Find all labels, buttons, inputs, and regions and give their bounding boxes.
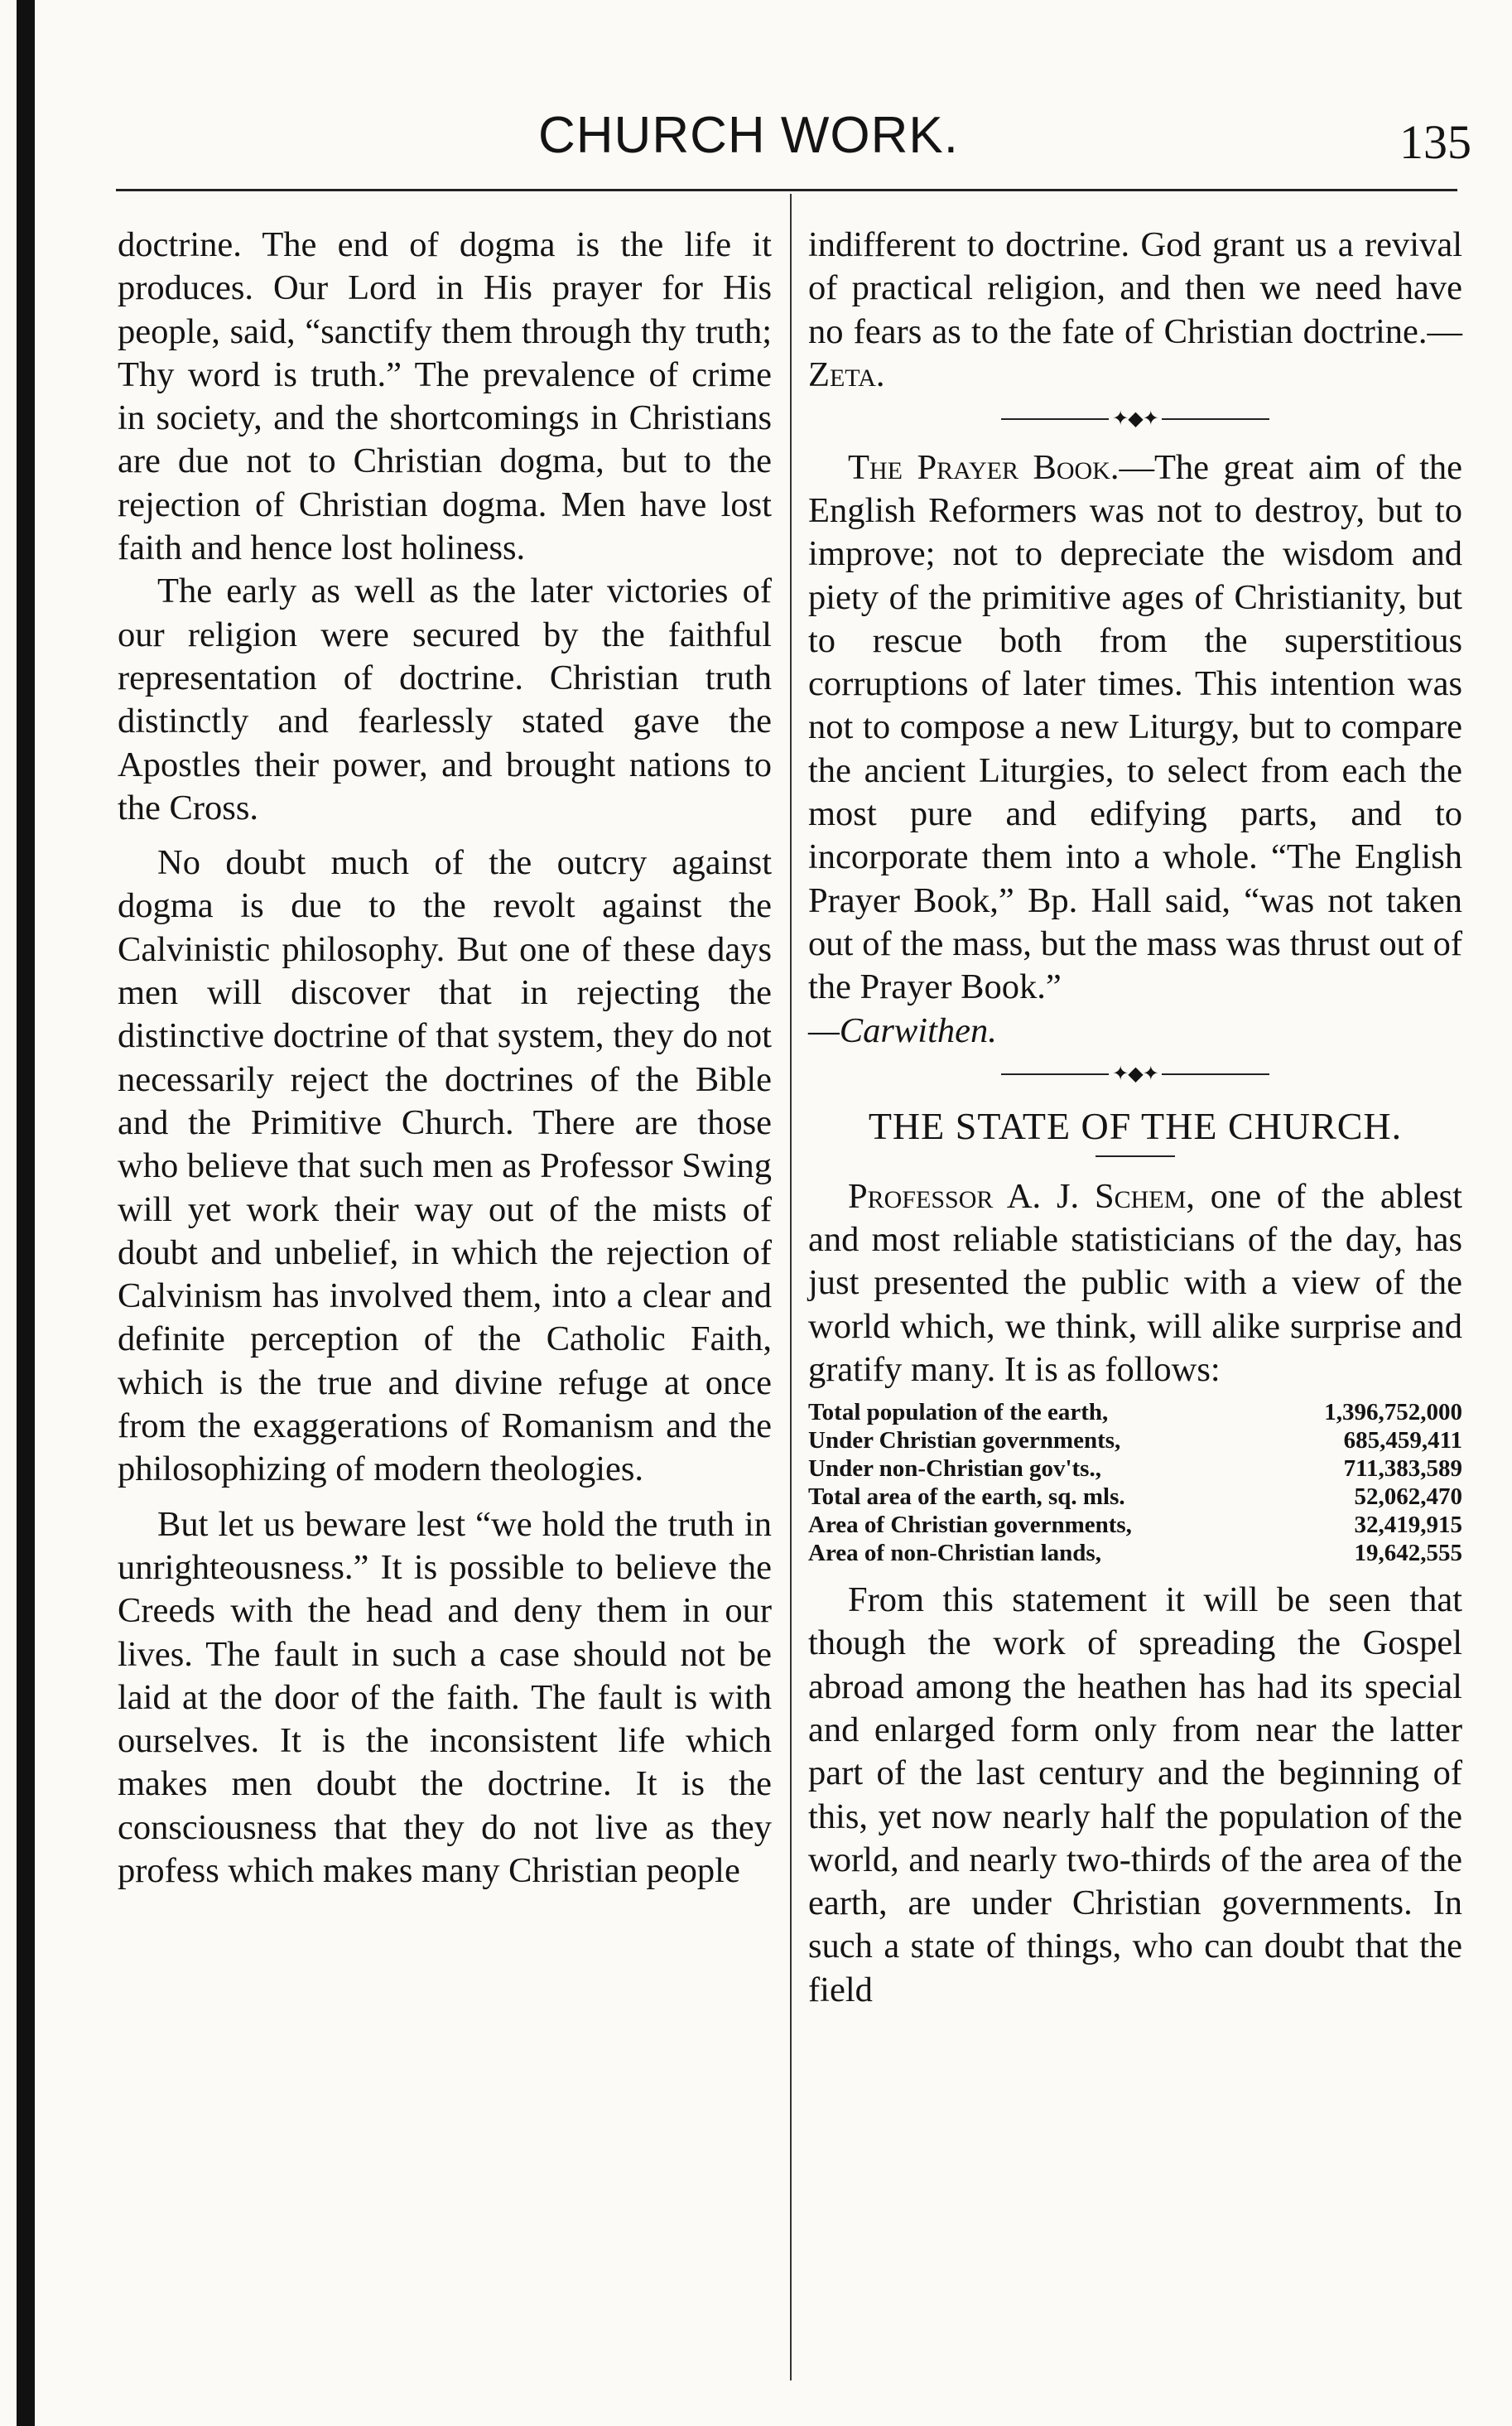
- stats-label: Under non-Christian gov'ts.,: [808, 1455, 1101, 1483]
- right-column: [808, 224, 1462, 2012]
- section-rule: [1095, 1155, 1175, 1157]
- left-paragraph-1: doctrine. The end of dogma is the life it produces. Our Lord in His prayer for His people, said, “sanctify them through thy truth; Thy word is truth.” The prevalence of crime in society, and the shortcomings in Christians are due not to Christian dogma, but to the rejection of Christian dogma. Men have lost faith and hence lost holiness.: [118, 225, 772, 568]
- ornament-line: [1001, 1073, 1109, 1075]
- stats-row: [808, 1483, 1462, 1511]
- left-paragraph-2: The early as well as the later victories of our religion were secured by the faithful representation of doctrine. Christian truth distinctly and fearlessly stated gave the Apostles their power, and brought nations to the Cross.: [118, 572, 772, 827]
- ornament-line: [1001, 418, 1109, 420]
- zeta-signature: Zeta.: [808, 354, 885, 394]
- left-paragraph-4: But let us beware lest “we hold the truth in unrighteousness.” It is possible to believe the Creeds with the head and deny them in our lives. The fault in such a case should not be laid at the door of the faith. The fault is with ourselves. It is the inconsistent life which makes men doubt the doctrine. It is the consciousness that they do not live as they profess which makes many Christian people: [118, 1504, 772, 1890]
- carwithen-signature: —Carwithen.: [808, 1010, 997, 1050]
- ornament-glyph: ✦◆✦: [1112, 408, 1158, 430]
- stats-value: 32,419,915: [1354, 1512, 1462, 1539]
- stats-label: Total population of the earth,: [808, 1399, 1109, 1426]
- stats-value: 52,062,470: [1354, 1483, 1462, 1511]
- prayer-book-lead: The Prayer Book.: [848, 447, 1120, 487]
- stats-row: [808, 1454, 1462, 1483]
- statistics-intro-text: one of the ablest and most reliable statisticians of the day, has just presented the public with a view of the world which, we think, will alike surprise and gratify many. It is as follows:: [808, 1176, 1462, 1389]
- statistics-table: [808, 1398, 1462, 1567]
- stats-row: [808, 1539, 1462, 1567]
- stats-row: [808, 1426, 1462, 1454]
- ornament-line: [1162, 418, 1269, 420]
- ornament-divider-2: [808, 1061, 1462, 1087]
- right-paragraph-1: [808, 224, 1462, 397]
- stats-value: 685,459,411: [1343, 1427, 1462, 1454]
- prayer-book-text: —The great aim of the English Reformers was not to destroy, but to improve; not to depreciate the wisdom and piety of the primitive ages of Christianity, but to rescue both from the superstitious corruptions of later times. This intention was not to compose a new Liturgy, but to compare the ancient Liturgies, to select from each the most pure and edifying parts, and to incorporate them into a whole. “The English Prayer Book,” Bp. Hall said, “was not taken out of the mass, but the mass was thrust out of the Prayer Book.”: [808, 447, 1462, 1007]
- stats-value: 711,383,589: [1343, 1455, 1462, 1483]
- prayer-book-paragraph: [808, 446, 1462, 1053]
- statistics-lead: Professor A. J. Schem,: [848, 1176, 1195, 1216]
- stats-row: [808, 1511, 1462, 1539]
- stats-label: Total area of the earth, sq. mls.: [808, 1483, 1125, 1511]
- left-paragraph-3: No doubt much of the outcry against dogma is due to the revolt against the Calvinistic philosophy. But one of these days men will discover that in rejecting the distinctive doctrine of that system, they do not necessarily reject the doctrines of the Bible and the Primitive Church. There are those who believe that such men as Professor Swing will yet work their way out of the mists of doubt and unbelief, in which the rejection of Calvinism has involved them, into a clear and definite perception of the Catholic Faith, which is the true and divine refuge at once from the exaggerations of Romanism and the philosophizing of modern theologies.: [118, 843, 772, 1489]
- stats-label: Under Christian governments,: [808, 1427, 1121, 1454]
- stats-label: Area of non-Christian lands,: [808, 1540, 1101, 1567]
- stats-value: 1,396,752,000: [1324, 1399, 1462, 1426]
- ornament-glyph: ✦◆✦: [1112, 1063, 1158, 1086]
- ornament-line: [1162, 1073, 1269, 1075]
- stats-value: 19,642,555: [1354, 1540, 1462, 1567]
- right-paragraph-4: From this statement it will be seen that though the work of spreading the Gospel abroad among the heathen has had its special and enlarged form only from near the latter part of the last century and the beginning of this, yet now nearly half the population of the world, and nearly two-thirds of the area of the earth, are under Christian governments. In such a state of things, who can doubt that the field: [808, 1580, 1462, 2009]
- page-number: 135: [1399, 115, 1471, 169]
- ornament-divider-1: [808, 405, 1462, 431]
- stats-label: Area of Christian governments,: [808, 1512, 1132, 1539]
- section-title: THE STATE OF THE CHURCH.: [868, 1105, 1403, 1148]
- page-header-title: CHURCH WORK.: [538, 107, 959, 164]
- scan-margin-bar: [17, 0, 35, 2426]
- statistics-intro-paragraph: [808, 1175, 1462, 1391]
- header-rule: [116, 189, 1457, 191]
- right-paragraph-1-text: indifferent to doctrine. God grant us a revival of practical religion, and then we need have no fears as to the fate of Christian doctrine.—: [808, 225, 1462, 351]
- column-divider: [790, 194, 792, 2380]
- left-column: [118, 224, 772, 1893]
- stats-row: [808, 1398, 1462, 1426]
